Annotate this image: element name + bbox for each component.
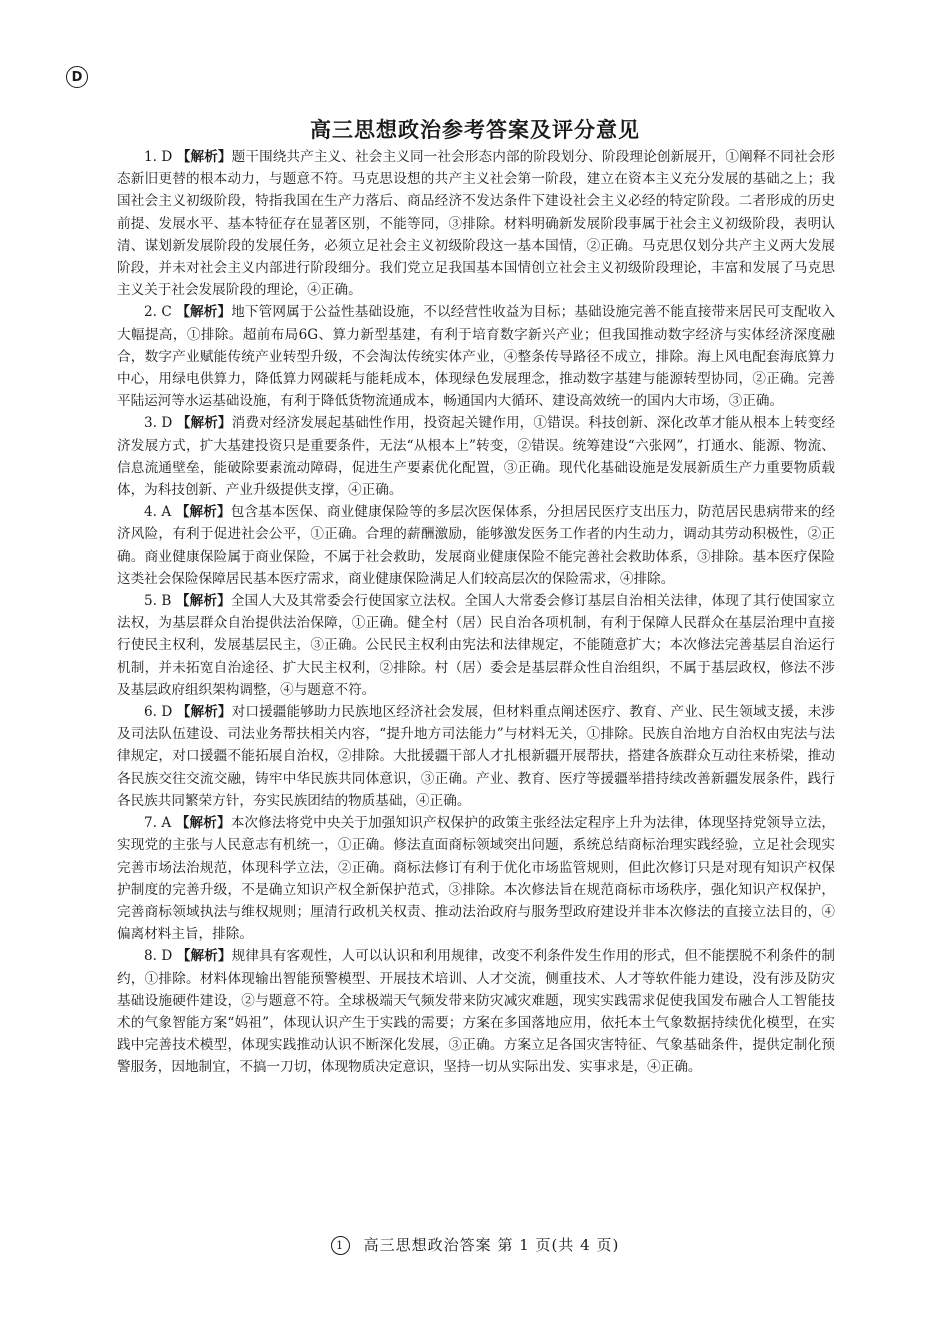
answer-text: 题干围绕共产主义、社会主义同一社会形态内部的阶段划分、阶段理论创新展开，①阐释不同社会形态新旧更替的根本动力，与题意不符。马克思设想的共产主义社会第一阶段，建立在资本主义充分发展的基础之上；我国社会主义初级阶段，特指我国在生产力落后、商品经济不发达条件下建设社会主义必经的特定阶段。二者形成的历史前提、发展水平、基本特征存在显著区别，不能等同，③排除。材料明确新发展阶段事属于社会主义初级阶段，表明认清、谋划新发展阶段的发展任务，必须立足社会主义初级阶段这一基本国情，②正确。马克思仅划分共产主义两大发展阶段，并未对社会主义内部进行阶段细分。我们党立足我国基本国情创立社会主义初级阶段理论，丰富和发展了马克思主义关于社会发展阶段的理论，④正确。 [117,149,836,299]
answer-item [117,501,835,590]
answer-item [117,301,835,412]
page-footer [0,1234,950,1255]
answer-item [117,701,835,812]
page-title: 高三思想政治参考答案及评分意见 [310,118,640,142]
page-number-text: 高三思想政治答案 第 1 页(共 4 页) [363,1236,620,1254]
analysis-tag: 【解析】 [175,815,231,832]
paper-version-mark: D [66,66,88,88]
analysis-tag: 【解析】 [176,149,232,165]
answer-item [117,412,835,501]
answer-text: 对口援疆能够助力民族地区经济社会发展，但材料重点阐述医疗、教育、产业、民生领域支援，未涉及司法队伍建设、司法业务帮扶相关内容，“提升地方司法能力”与材料无关，①排除。民族自治地方自治权由宪法与法律规定，对口援疆不能拓展自治权，②排除。大批援疆干部人才扎根新疆开展帮扶，搭建各族群众互动往来桥梁，推动各民族交往交流交融，铸牢中华民族共同体意识，③正确。产业、教育、医疗等援疆举措持续改善新疆发展条件，践行各民族共同繁荣方针，夯实民族团结的物质基础，④正确。 [117,704,836,809]
answer-number: 6. D [144,704,173,721]
answer-number: 4. A [144,504,172,521]
answer-item [117,812,835,945]
answer-number: 5. B [144,593,172,610]
analysis-tag: 【解析】 [176,415,232,432]
answer-number: 1. D [144,149,173,165]
answer-text: 本次修法将党中央关于加强知识产权保护的政策主张经法定程序上升为法律，体现坚持党领导立法，实现党的主张与人民意志有机统一，①正确。修法直面商标领域突出问题，系统总结商标治理实践经验，立足社会现实完善市场法治规范，体现科学立法，②正确。商标法修订有利于优化市场监管规则，但此次修订只是对现有知识产权保护制度的完善升级，不是确立知识产权全新保护范式，③排除。本次修法旨在规范商标市场秩序，强化知识产权保护，完善商标领域执法与维权规则；厘清行政机关权责、推动法治政府与服务型政府建设并非本次修法的直接立法目的，④偏离材料主旨，排除。 [117,815,836,943]
answer-list [117,146,835,1079]
analysis-tag: 【解析】 [175,504,231,521]
analysis-tag: 【解析】 [176,304,232,321]
answer-text: 包含基本医保、商业健康保险等的多层次医保体系，分担居民医疗支出压力，防范居民患病带来的经济风险，有利于促进社会公平，①正确。合理的薪酬激励，能够激发医务工作者的内生动力，调动其劳动积极性，②正确。商业健康保险属于商业保险，不属于社会救助，发展商业健康保险不能完善社会救助体系，③排除。基本医疗保险这类社会保险保障居民基本医疗需求，商业健康保险满足人们较高层次的保险需求，④排除。 [117,504,836,587]
analysis-tag: 【解析】 [176,704,232,721]
answer-item [117,590,835,701]
analysis-tag: 【解析】 [176,948,232,965]
page-circle-number: 1 [331,1236,350,1255]
answer-item [117,146,835,301]
answer-number: 3. D [144,415,173,432]
answer-number: 7. A [144,815,172,832]
answer-text: 规律具有客观性，人可以认识和利用规律，改变不利条件发生作用的形式，但不能摆脱不利条件的制约，①排除。材料体现输出智能预警模型、开展技术培训、人才交流，侧重技术、人才等软件能力建设，没有涉及防灾基础设施硬件建设，②与题意不符。全球极端天气频发带来防灾减灾难题，现实实践需求促使我国发布融合人工智能技术的气象智能方案“妈祖”，体现认识产生于实践的需要；方案在多国落地应用，依托本土气象数据持续优化模型，在实践中完善技术模型，体现实践推动认识不断深化发展，③正确。方案立足各国灾害特征、气象基础条件，提供定制化预警服务，因地制宜，不搞一刀切，体现物质决定意识，坚持一切从实际出发、实事求是，④正确。 [117,948,836,1076]
answer-item [117,945,835,1078]
analysis-tag: 【解析】 [175,593,231,610]
answer-text: 地下管网属于公益性基础设施，不以经营性收益为目标；基础设施完善不能直接带来居民可支配收入大幅提高，①排除。超前布局6G、算力新型基建，有利于培育数字新兴产业；但我国推动数字经济与实体经济深度融合，数字产业赋能传统产业转型升级，不会淘汰传统实体产业，④整条传导路径不成立，排除。海上风电配套海底算力中心，用绿电供算力，降低算力网碳耗与能耗成本，体现绿色发展理念，推动数字基建与能源转型协同，②正确。完善平陆运河等水运基础设施，有利于降低货物流通成本，畅通国内大循环、建设高效统一的国内大市场，③正确。 [117,304,835,410]
answer-text: 消费对经济发展起基础性作用，投资起关键作用，①错误。科技创新、深化改革才能从根本上转变经济发展方式，扩大基建投资只是重要条件，无法“从根本上”转变，②错误。统筹建设“六张网”，打通水、能源、物流、信息流通壁垒，能破除要素流动障碍，促进生产要素优化配置，③正确。现代化基础设施是发展新质生产力重要物质载体，为科技创新、产业升级提供支撑，④正确。 [117,415,836,499]
answer-number: 2. C [144,304,172,321]
answer-text: 全国人大及其常委会行使国家立法权。全国人大常委会修订基层自治相关法律，体现了其行使国家立法权，为基层群众自治提供法治保障，①正确。健全村（居）民自治各项机制，有利于保障人民群众在基层治理中直接行使民主权利，发展基层民主，③正确。公民民主权利由宪法和法律规定，不能随意扩大；本次修法完善基层自治运行机制，并未拓宽自治途径、扩大民主权利，②排除。村（居）委会是基层群众性自治组织，不属于基层政权，修法不涉及基层政府组织架构调整，④与题意不符。 [117,593,835,698]
answer-number: 8. D [144,948,173,965]
